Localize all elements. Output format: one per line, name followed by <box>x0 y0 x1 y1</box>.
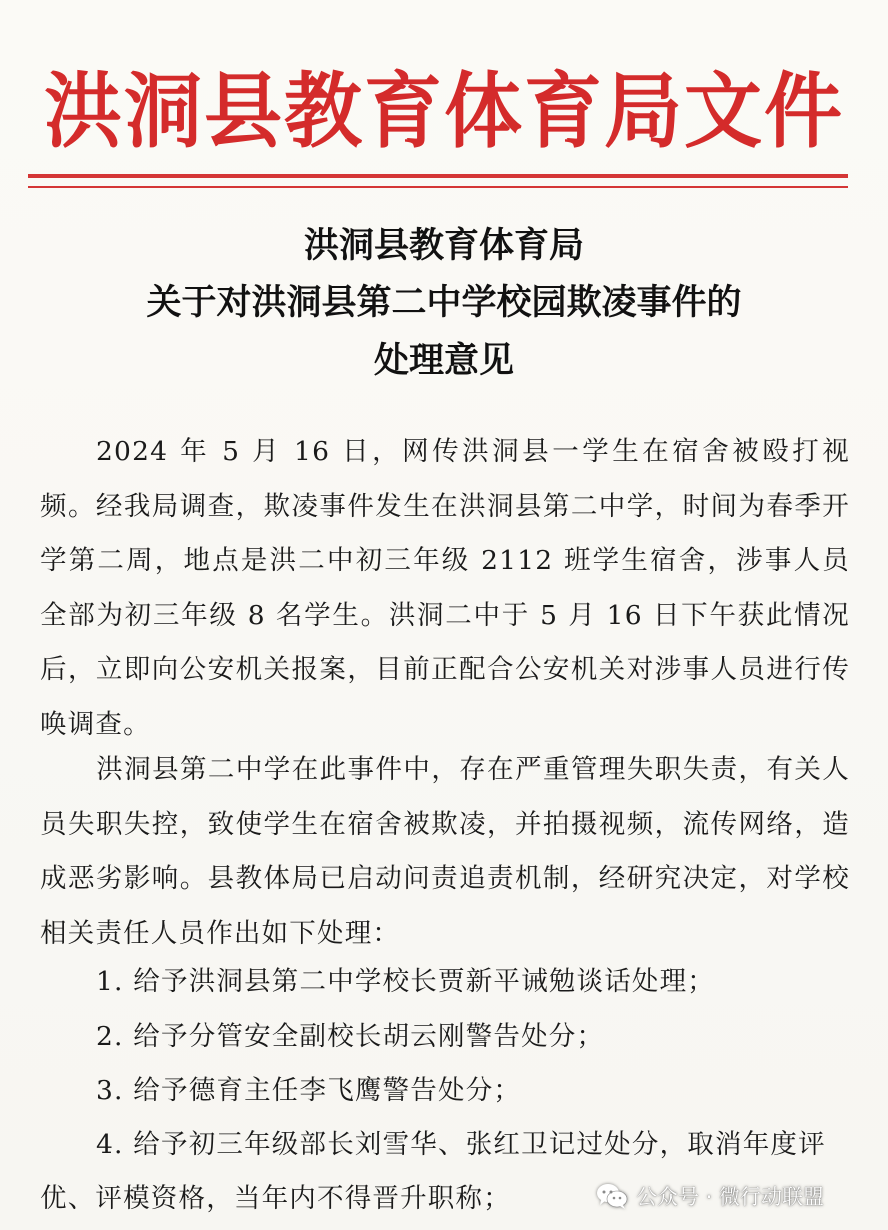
document-header-title: 洪洞县教育体育局文件 <box>43 63 844 160</box>
header-divider-thin <box>28 186 848 188</box>
list-item-continuation: 优、评模资格，当年内不得晋升职称； <box>40 1183 511 1214</box>
body-paragraph-1-text: 2024 年 5 月 16 日，网传洪洞县一学生在宿舍被殴打视频。经我局调查，欺凌事件发生在洪洞县第二中学，时间为春季开学第二周，地点是洪二中初三年级 2112 班学生宿舍，涉事人员全部为初三年级 8 名学生。洪洞二中于 5 月 16 日下午获此情况后，立即向公安机关报案，目前正配合公安机关对涉事人员进行传唤调查。 <box>40 436 850 740</box>
wechat-icon <box>596 1182 628 1210</box>
body-paragraph-1 <box>40 425 850 752</box>
body-paragraph-2-text: 洪洞县第二中学在此事件中，存在严重管理失职失责，有关人员失职失控，致使学生在宿舍被欺凌，并拍摄视频，流传网络，造成恶劣影响。县教体局已启动问责追责机制，经研究决定，对学校相关责任人员作出如下处理： <box>40 754 850 949</box>
document-title-line-3: 处理意见 <box>373 340 514 381</box>
list-item: 3. 给予德育主任李飞鹰警告处分； <box>96 1075 522 1106</box>
wechat-watermark <box>596 1176 824 1216</box>
body-paragraph-2 <box>40 743 850 961</box>
header-divider-thick <box>28 174 848 178</box>
list-item: 2. 给予分管安全副校长胡云刚警告处分； <box>96 1021 605 1052</box>
watermark-text: 公众号 · 微行动联盟 <box>636 1185 825 1209</box>
list-item: 1. 给予洪洞县第二中学校长贾新平诫勉谈话处理； <box>96 966 716 997</box>
list-item: 4. 给予初三年级部长刘雪华、张红卫记过处分，取消年度评 <box>96 1129 826 1160</box>
document-title-line-1: 洪洞县教育体育局 <box>303 225 584 266</box>
document-title-line-2: 关于对洪洞县第二中学校园欺凌事件的 <box>146 282 742 323</box>
